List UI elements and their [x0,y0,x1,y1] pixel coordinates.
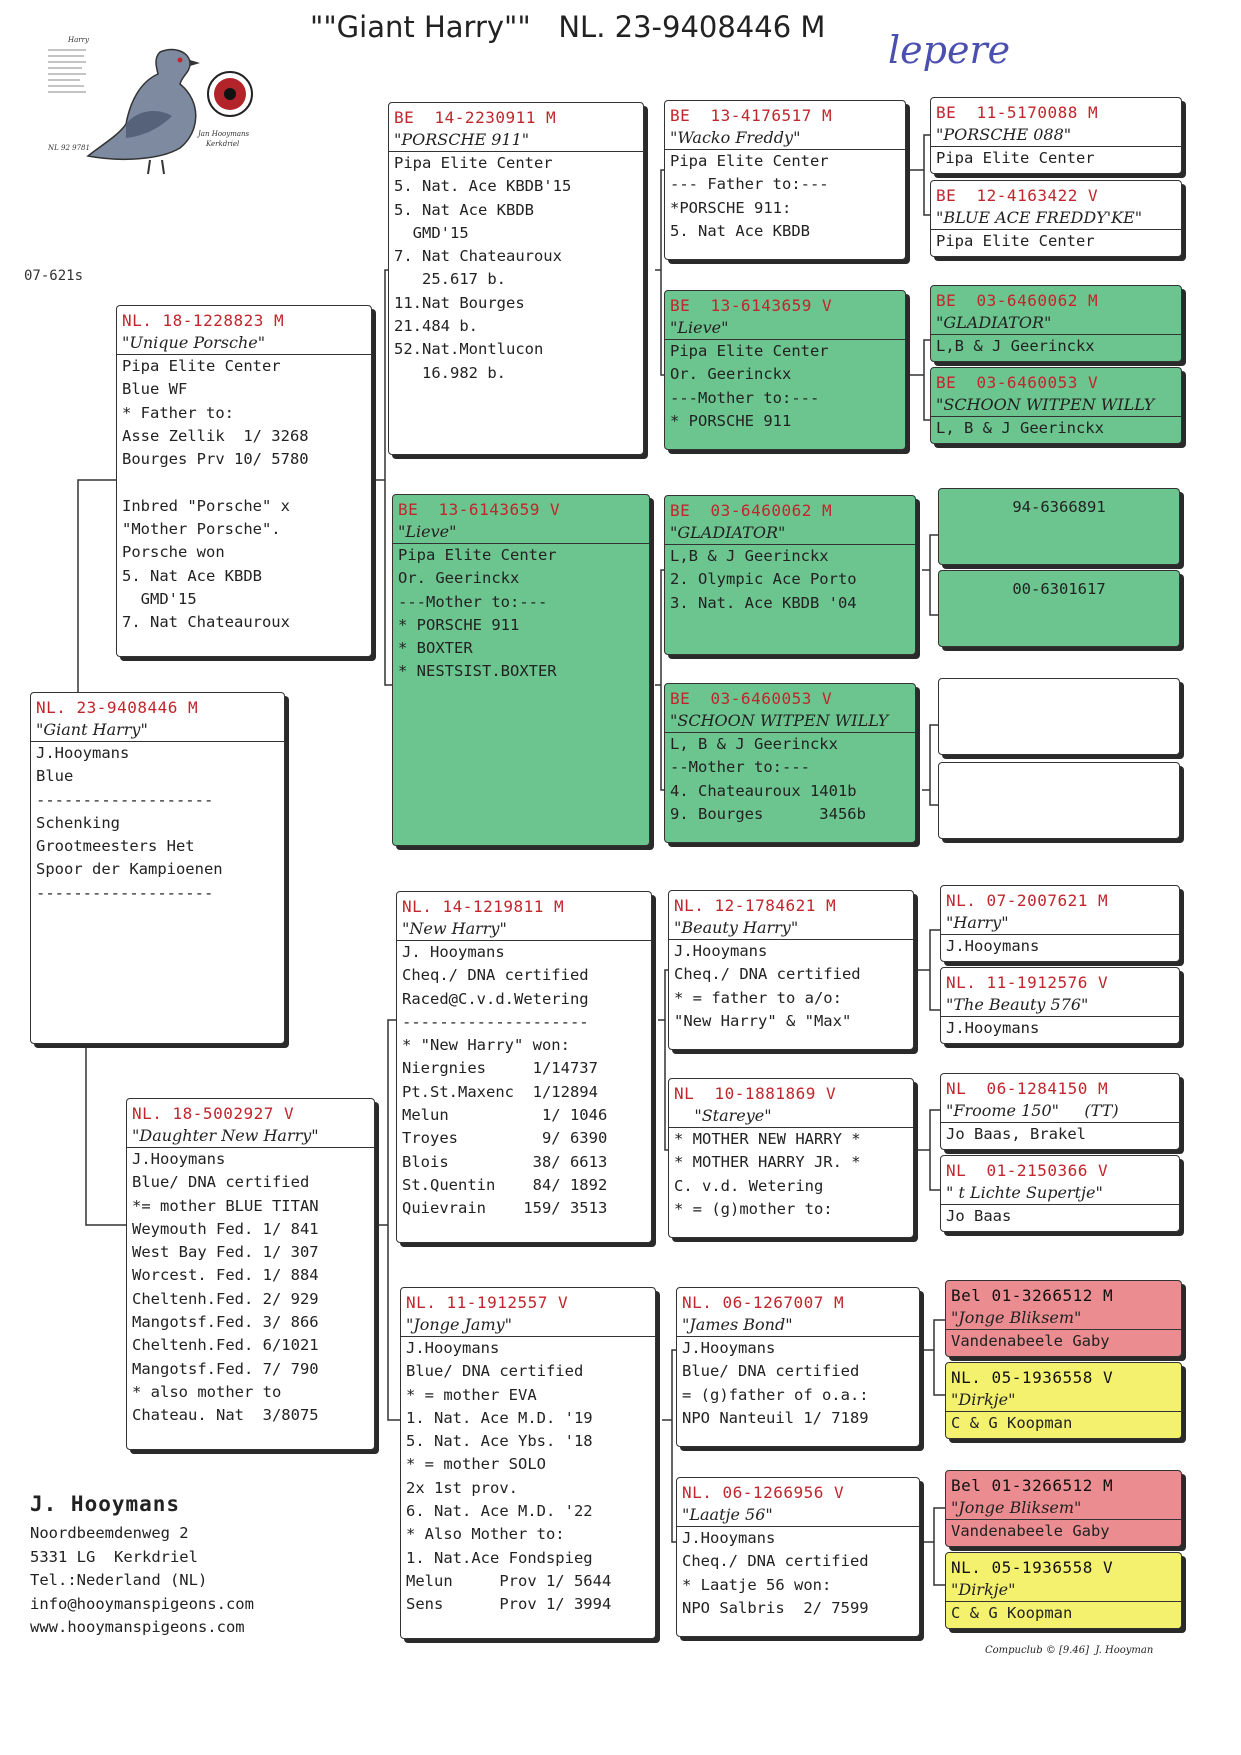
info-line: Schenking [36,813,120,832]
pigeon-name: "The Beauty 576" [941,993,1179,1017]
info-line: 5331 LG Kerkdriel [30,1547,198,1566]
pigeon-name: " t Lichte Supertje" [941,1181,1179,1205]
ring-number: NL. 23-9408446 M [36,698,199,717]
info-line: 5. Nat Ace KBDB [670,221,810,240]
page-title: ""Giant Harry"" NL. 23-9408446 M [310,10,826,44]
info-line: * MOTHER NEW HARRY * [674,1130,861,1148]
info-line: Or. Geerinckx [398,569,520,588]
ring-number: BE 03-6460062 M [670,501,833,520]
ring-number: Bel 01-3266512 M [951,1286,1114,1305]
pigeon-name: "Lieve" [665,316,905,340]
info-line: ---Mother to:--- [398,592,548,611]
pigeon-card-g1 [930,97,1182,174]
ring-number: BE 03-6460053 V [936,373,1099,392]
pigeon-card-dsd [668,1078,914,1238]
ring-number: BE 12-4163422 V [936,186,1099,205]
info-line: Chateau. Nat 3/8075 [132,1406,319,1425]
info-line: J.Hooymans [682,1339,776,1357]
info-line: J. Hooymans [402,943,505,961]
info-line: Asse Zellik 1/ 3268 [122,426,309,445]
pigeon-name: "Beauty Harry" [669,916,913,940]
info-line: * PORSCHE 911 [670,411,792,430]
pigeon-card-g3 [930,285,1182,362]
info-line: Pipa Elite Center [670,152,829,170]
ring-number: NL. 18-1228823 M [122,311,285,330]
info-line: Cheq./ DNA certified [674,965,861,984]
info-line: L,B & J Geerinckx [670,547,829,565]
info-line: 1. Nat. Ace M.D. '19 [406,1408,593,1427]
pigeon-card-g14 [945,1362,1182,1439]
info-line: 6. Nat. Ace M.D. '22 [406,1502,593,1521]
pigeon-card-g16 [945,1552,1182,1629]
info-line: * = father to a/o: [674,988,842,1007]
info-line: L, B & J Geerinckx [936,419,1104,437]
ring-number: BE 03-6460053 V [670,689,833,708]
info-line: 2x 1st prov. [406,1478,518,1497]
info-line: Pipa Elite Center [398,546,557,564]
ring-number: NL. 05-1936558 V [951,1368,1114,1387]
ring-number: NL. 07-2007621 M [946,891,1109,910]
info-line: Blue [36,767,74,786]
ring-number: NL 10-1881869 V [674,1084,837,1103]
info-line: Inbred "Porsche" x [122,496,290,515]
pigeon-card-g8-empty [938,762,1180,839]
info-line: *PORSCHE 911: [670,198,792,217]
footer-credit: Compuclub © [9.46] J. Hooyman [985,1645,1154,1656]
info-line: ------------------- [36,790,214,809]
info-line: Niergnies 1/14737 [402,1059,598,1078]
pigeon-card-g4 [930,367,1182,444]
pigeon-card-dam [126,1098,375,1450]
breeder-name: J. Hooymans [30,1492,181,1516]
ring-number: NL. 11-1912557 V [406,1293,569,1312]
pigeon-name: "Wacko Freddy" [665,126,905,150]
info-line: Weymouth Fed. 1/ 841 [132,1219,319,1238]
info-line: 2. Olympic Ace Porto [670,570,857,589]
pigeon-name: "Laatje 56" [677,1503,919,1527]
info-line: Spoor der Kampioenen [36,860,223,879]
info-line: 52.Nat.Montlucon [394,340,544,359]
pigeon-card-ssd [664,290,906,450]
info-line: Mangotsf.Fed. 7/ 790 [132,1359,319,1378]
pigeon-card-g9 [940,885,1180,962]
handwritten-note: lepere [888,28,1011,72]
info-line: *= mother BLUE TITAN [132,1196,319,1215]
info-line: Sens Prov 1/ 3994 [406,1595,612,1614]
info-line: -------------------- [402,1012,589,1031]
pigeon-card-g11 [940,1073,1180,1150]
ring-number: Bel 01-3266512 M [951,1476,1114,1495]
reference-code: 07-621s [24,268,84,284]
info-line: = (g)father of o.a.: [682,1385,869,1404]
info-line: J.Hooymans [406,1339,500,1357]
info-line: C & G Koopman [951,1414,1073,1432]
pigeon-name: "GLADIATOR" [665,521,915,545]
logo-lettering-4: NL 92 9781 [48,144,90,152]
ring-number: BE 14-2230911 M [394,108,557,127]
pigeon-name: "Harry" [941,911,1179,935]
info-line: Pipa Elite Center [122,357,281,375]
ring-number: BE 13-6143659 V [670,296,833,315]
info-line: Mangotsf.Fed. 3/ 866 [132,1313,319,1332]
pigeon-name: "Stareye" [669,1104,913,1128]
info-line: Melun Prov 1/ 5644 [406,1571,612,1590]
pigeon-card-dam-sire [396,891,652,1243]
pigeon-name: "Froome 150" (TT) [941,1099,1179,1123]
logo-lettering-1: Harry [68,36,89,44]
pigeon-card-sire-sire [388,102,644,455]
info-line: Quievrain 159/ 3513 [402,1199,608,1218]
breeder-info [30,1492,254,1640]
pigeon-name: "Lieve" [393,520,649,544]
info-line: GMD'15 [394,223,469,242]
ring-number: 00-6301617 [1012,580,1106,598]
info-line: Vandenabeele Gaby [951,1522,1110,1540]
ring-number: 94-6366891 [1012,498,1106,516]
info-line: L,B & J Geerinckx [936,337,1095,355]
info-line: Jo Baas [946,1207,1012,1225]
info-line: * MOTHER HARRY JR. * [674,1153,861,1172]
pigeon-card-g6 [938,570,1180,647]
info-line: * PORSCHE 911 [398,615,520,634]
pigeon-card-g2 [930,180,1182,257]
ring-number: NL. 06-1267007 M [682,1293,845,1312]
ring-number: NL 06-1284150 M [946,1079,1109,1098]
info-line: * = mother SOLO [406,1455,546,1474]
info-line: Blue/ DNA certified [132,1173,310,1192]
pigeon-name: "Unique Porsche" [117,331,371,355]
logo-lettering-3: Kerkdriel [206,140,240,148]
info-line: St.Quentin 84/ 1892 [402,1175,608,1194]
pigeon-card-g10 [940,967,1180,1044]
info-line: J.Hooymans [36,744,130,762]
info-line: --- Father to:--- [670,175,829,194]
info-line: 7. Nat Chateauroux [122,613,290,632]
ring-number: NL. 06-1266956 V [682,1483,845,1502]
ring-number: NL. 05-1936558 V [951,1558,1114,1577]
pigeon-card-g12 [940,1155,1180,1232]
info-line: Jo Baas, Brakel [946,1125,1086,1143]
info-line: 5. Nat Ace KBDB [394,200,534,219]
pigeon-name: "BLUE ACE FREDDY'KE" [931,206,1181,230]
info-line: * NESTSIST.BOXTER [398,662,557,681]
info-line: Blue WF [122,380,188,399]
info-line: C. v.d. Wetering [674,1176,824,1195]
pigeon-name: "SCHOON WITPEN WILLY [931,393,1181,417]
info-line: 5. Nat. Ace KBDB'15 [394,177,572,196]
info-line: J.Hooymans [674,942,768,960]
info-line: ---Mother to:--- [670,388,820,407]
info-line: "Mother Porsche". [122,520,281,539]
ring-number: NL. 18-5002927 V [132,1104,295,1123]
pigeon-name: "Jonge Jamy" [401,1313,655,1337]
ring-number: BE 13-6143659 V [398,500,561,519]
pigeon-name: "Jonge Bliksem" [946,1306,1181,1330]
info-line: * BOXTER [398,639,473,658]
info-line: Tel.:Nederland (NL) [30,1571,208,1589]
info-line: J.Hooymans [682,1529,776,1547]
info-line: 5. Nat. Ace Ybs. '18 [406,1432,593,1451]
info-line: Raced@C.v.d.Wetering [402,989,589,1008]
pigeon-card-dds [676,1287,920,1447]
info-line: Troyes 9/ 6390 [402,1129,608,1148]
info-line: 21.484 b. [394,317,478,336]
info-line: 9. Bourges 3456b [670,804,866,823]
info-line: 5. Nat Ace KBDB [122,566,262,585]
info-line [122,471,366,494]
info-line: Cheltenh.Fed. 2/ 929 [132,1289,319,1308]
info-line: J.Hooymans [946,937,1040,955]
info-line: NPO Salbris 2/ 7599 [682,1598,869,1617]
info-line: 11.Nat Bourges [394,293,525,312]
info-line: 4. Chateauroux 1401b [670,781,857,800]
pigeon-card-g5 [938,488,1180,565]
pigeon-name: "James Bond" [677,1313,919,1337]
info-line: Worcest. Fed. 1/ 884 [132,1266,319,1285]
info-line: 3. Nat. Ace KBDB '04 [670,593,857,612]
info-line: Melun 1/ 1046 [402,1106,608,1125]
pigeon-name: "SCHOON WITPEN WILLY [665,709,915,733]
pigeon-name: "Dirkje" [946,1578,1181,1602]
pigeon-card-g15 [945,1470,1182,1547]
pigeon-name: "New Harry" [397,917,651,941]
info-line: Bourges Prv 10/ 5780 [122,450,309,469]
pigeon-name: "Dirkje" [946,1388,1181,1412]
info-line: L, B & J Geerinckx [670,735,838,753]
info-line: Noordbeemdenweg 2 [30,1524,189,1542]
pigeon-card-sire-dam [392,494,650,846]
pigeon-card-sds [664,495,916,655]
ring-number: BE 13-4176517 M [670,106,833,125]
info-line: C & G Koopman [951,1604,1073,1622]
info-line: * = (g)mother to: [674,1199,833,1218]
info-line: GMD'15 [122,589,197,608]
info-line: Cheq./ DNA certified [402,966,589,985]
info-line: 25.617 b. [394,270,506,289]
info-line: 1. Nat.Ace Fondspieg [406,1548,593,1567]
info-line: Blue/ DNA certified [682,1362,860,1381]
pigeon-name: "GLADIATOR" [931,311,1181,335]
info-line: "New Harry" & "Max" [674,1011,852,1030]
ring-number: NL. 12-1784621 M [674,896,837,915]
info-line: Cheltenh.Fed. 6/1021 [132,1336,319,1355]
pigeon-name: "PORSCHE 088" [931,123,1181,147]
info-line: Pipa Elite Center [936,149,1095,167]
info-line: Pipa Elite Center [670,342,829,360]
pigeon-card-subject [30,692,285,1044]
pigeon-card-g7-empty [938,678,1180,755]
pigeon-card-sss [664,100,906,260]
pigeon-name: "Daughter New Harry" [127,1124,374,1148]
info-line: Pt.St.Maxenc 1/12894 [402,1082,598,1101]
ring-number: NL. 11-1912576 V [946,973,1109,992]
info-line: J.Hooymans [946,1019,1040,1037]
info-line: J.Hooymans [132,1150,226,1168]
ring-number: BE 03-6460062 M [936,291,1099,310]
ring-number: NL 01-2150366 V [946,1161,1109,1180]
info-line: Cheq./ DNA certified [682,1552,869,1571]
info-line: NPO Nanteuil 1/ 7189 [682,1408,869,1427]
info-line: Blois 38/ 6613 [402,1152,608,1171]
info-line: ------------------- [36,883,214,902]
pigeon-card-dam-dam [400,1287,656,1639]
info-line: Porsche won [122,543,225,562]
info-line: Vandenabeele Gaby [951,1332,1110,1350]
info-line: Pipa Elite Center [394,154,553,172]
info-line: Or. Geerinckx [670,365,792,384]
pigeon-name: "Giant Harry" [31,718,284,742]
info-line: --Mother to:--- [670,758,810,777]
info-line: * = mother EVA [406,1385,537,1404]
pigeon-name: "PORSCHE 911" [389,128,643,152]
logo-lettering-2: Jan Hooymans [198,130,250,138]
info-line: Blue/ DNA certified [406,1362,584,1381]
info-line: Grootmeesters Het [36,837,195,856]
info-line: * also mother to [132,1382,282,1401]
info-line: info@hooymanspigeons.com [30,1594,254,1613]
pigeon-card-dss [668,890,914,1050]
info-line: 7. Nat Chateauroux [394,247,562,266]
info-line: * Also Mother to: [406,1525,565,1544]
info-line: * "New Harry" won: [402,1036,570,1055]
pigeon-card-sire [116,305,372,657]
pigeon-card-sdd [664,683,916,843]
info-line: www.hooymanspigeons.com [30,1618,245,1636]
pigeon-card-ddd [676,1477,920,1637]
pigeon-card-g13 [945,1280,1182,1357]
ring-number: NL. 14-1219811 M [402,897,565,916]
pigeon-name: "Jonge Bliksem" [946,1496,1181,1520]
info-line: 16.982 b. [394,363,506,382]
info-line: * Laatje 56 won: [682,1575,832,1594]
info-line: West Bay Fed. 1/ 307 [132,1243,319,1262]
info-line: * Father to: [122,403,234,422]
info-line: Pipa Elite Center [936,232,1095,250]
ring-number: BE 11-5170088 M [936,103,1099,122]
